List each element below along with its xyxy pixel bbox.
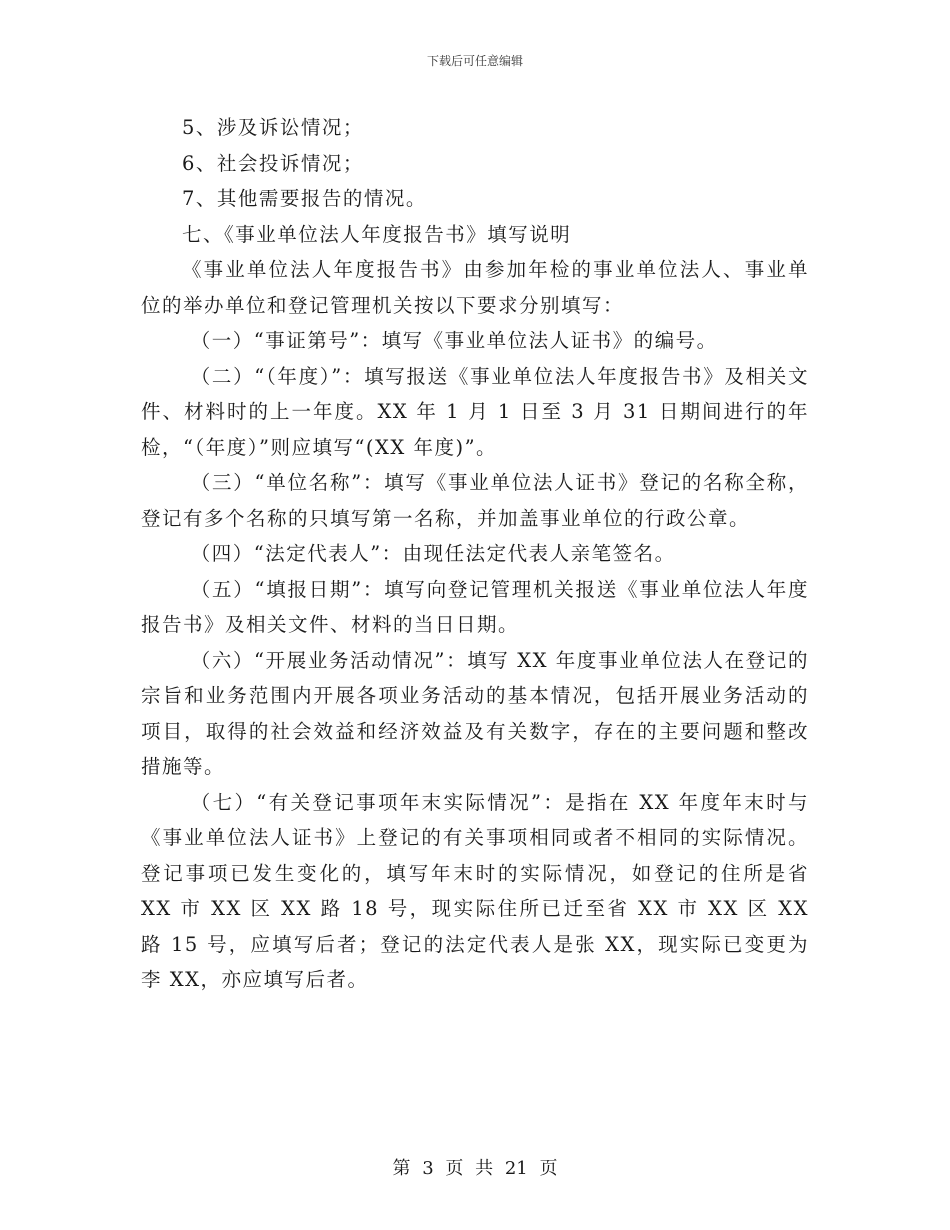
instruction-item-3: （三）“单位名称”：填写《事业单位法人证书》登记的名称全称，登记有多个名称的只填写第一名称，并加盖事业单位的行政公章。 [141, 471, 809, 530]
list-item-other: 7、其他需要报告的情况。 [181, 187, 427, 210]
instruction-item-5: （五）“填报日期”：填写向登记管理机关报送《事业单位法人年度报告书》及相关文件、材料的当日日期。 [141, 577, 809, 636]
page-header: 下载后可任意编辑 [426, 54, 523, 68]
instruction-item-7: （七）“有关登记事项年末实际情况”：是指在 XX 年度年末时与《事业单位法人证书》上登记的有关事项相同或者不相同的实际情况。登记事项已发生变化的，填写年末时的实际情况，如登记的住所是省 XX 市 XX 区 XX 路 18 号，现实际住所已迁至省 XX 市 XX 区 XX 路 15 号，应填写后者；登记的法定代表人是张 XX，现实际已变更为李 XX，亦应填写后者。 [141, 790, 817, 991]
section-heading: 七、《事业单位法人年度报告书》填写说明 [181, 222, 572, 246]
document-body [141, 110, 817, 998]
list-item-litigation: 5、涉及诉讼情况； [181, 116, 364, 139]
instruction-item-4: （四）“法定代表人”：由现任法定代表人亲笔签名。 [190, 542, 676, 565]
body-paragraph: 《事业单位法人年度报告书》由参加年检的事业单位法人、事业单位的举办单位和登记管理机关按以下要求分别填写： [141, 258, 809, 317]
page-number: 第 3 页 共 21 页 [392, 1158, 558, 1179]
instruction-item-1: （一）“事证第号”：填写《事业单位法人证书》的编号。 [190, 329, 718, 352]
instruction-item-6: （六）“开展业务活动情况”：填写 XX 年度事业单位法人在登记的宗旨和业务范围内开展各项业务活动的基本情况，包括开展业务活动的项目，取得的社会效益和经济效益及有关数字，存在的主要问题和整改措施等。 [141, 648, 809, 778]
list-item-complaints: 6、社会投诉情况； [181, 151, 364, 175]
instruction-item-2: （二）“（年度）”：填写报送《事业单位法人年度报告书》及相关文件、材料时的上一年度。XX 年 1 月 1 日至 3 月 31 日期间进行的年检，“（年度）”则应填写“(XX 年度)”。 [141, 364, 809, 459]
